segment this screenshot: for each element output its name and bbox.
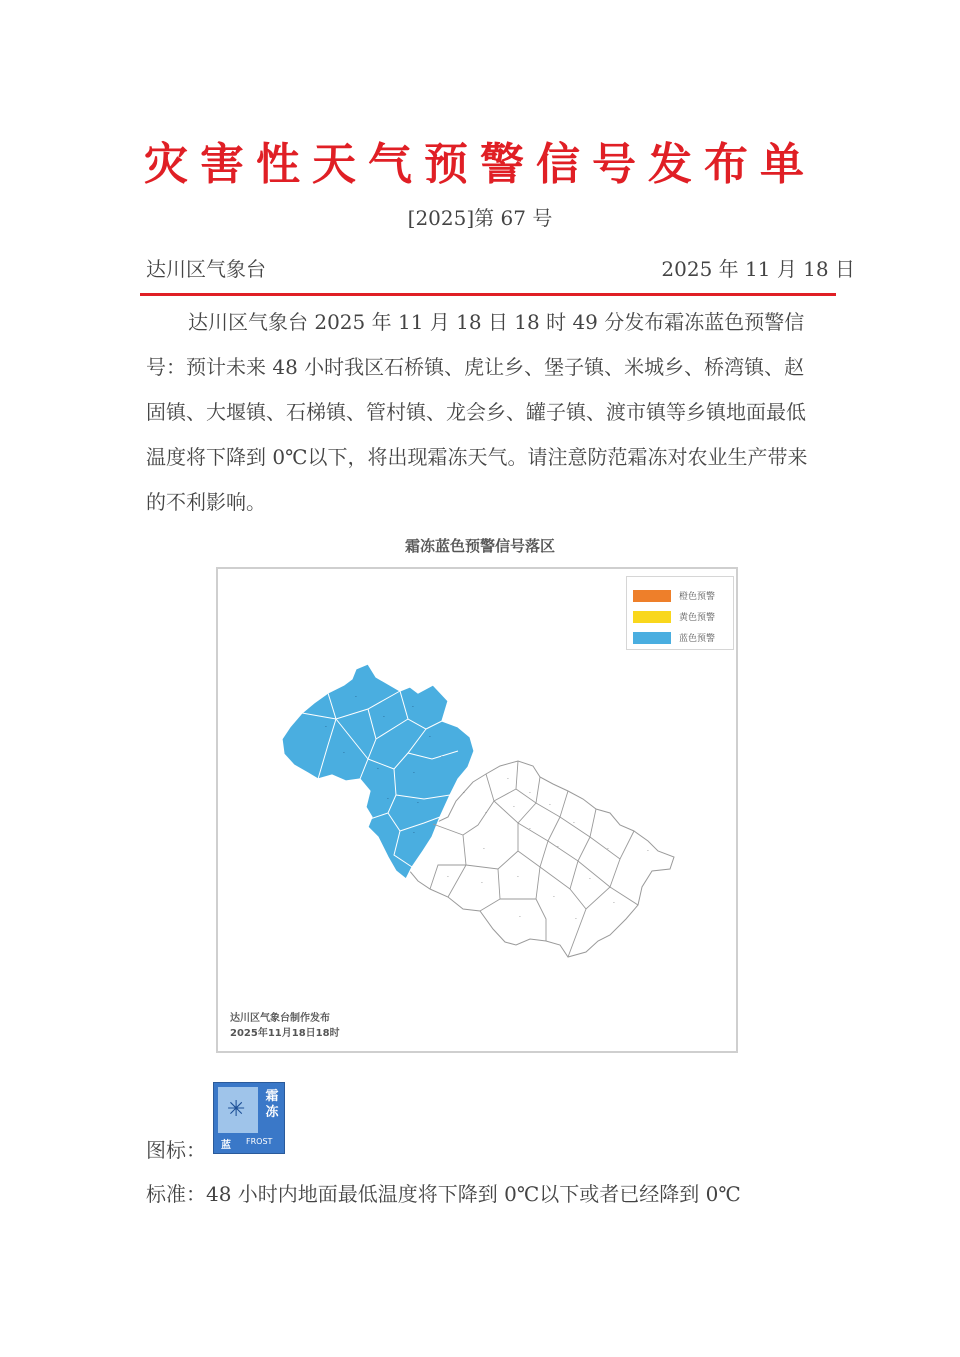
issuer-name: 达川区气象台 xyxy=(146,257,266,281)
document-title: 灾害性天气预警信号发布单 xyxy=(144,139,816,190)
warning-map xyxy=(216,567,738,1053)
svg-text:·: · xyxy=(413,830,415,837)
frost-icon-level: 蓝 xyxy=(221,1140,231,1151)
legend-item-blue xyxy=(633,631,729,645)
svg-text:·: · xyxy=(485,810,487,817)
svg-text:·: · xyxy=(553,894,555,901)
frost-icon-text: 霜冻 xyxy=(265,1089,279,1120)
warning-paragraph: 达川区气象台 2025 年 11 月 18 日 18 时 49 分发布霜冻蓝色预警信号：预计未来 48 小时我区石桥镇、虎让乡、堡子镇、米城乡、桥湾镇、赵固镇、大堰镇、石梯镇、管村镇、龙会乡、罐子镇、渡市镇等乡镇地面最低温度将下降到 0℃以下，将出现霜冻天气。请注意防范霜冻对农业生产带来的不利影响。 xyxy=(146,310,808,514)
svg-text:·: · xyxy=(481,880,483,887)
svg-text:·: · xyxy=(447,874,449,881)
svg-text:·: · xyxy=(507,776,509,783)
snowflake-icon: ✳ xyxy=(227,1097,246,1122)
svg-text:·: · xyxy=(529,790,531,797)
svg-text:·: · xyxy=(557,844,559,851)
icon-label: 图标： xyxy=(146,1138,206,1162)
frost-blue-signal-icon xyxy=(213,1082,285,1154)
svg-text:·: · xyxy=(613,900,615,907)
map-footer xyxy=(230,1011,340,1041)
svg-text:·: · xyxy=(463,790,465,797)
svg-text:·: · xyxy=(441,754,443,761)
svg-text:·: · xyxy=(549,802,551,809)
svg-text:·: · xyxy=(529,826,531,833)
svg-text:·: · xyxy=(412,704,414,711)
frost-icon-pane xyxy=(218,1087,258,1133)
svg-text:·: · xyxy=(483,846,485,853)
svg-text:·: · xyxy=(377,766,379,773)
svg-text:·: · xyxy=(355,694,357,701)
legend-swatch-orange xyxy=(633,590,671,602)
svg-text:·: · xyxy=(575,916,577,923)
legend-label-blue: 蓝色预警 xyxy=(679,634,716,644)
svg-text:·: · xyxy=(429,734,431,741)
svg-text:·: · xyxy=(513,804,515,811)
legend-swatch-yellow xyxy=(633,611,671,623)
svg-text:·: · xyxy=(325,724,327,731)
svg-text:·: · xyxy=(647,848,649,855)
svg-text:·: · xyxy=(417,800,419,807)
legend-item-yellow xyxy=(633,610,729,624)
svg-text:·: · xyxy=(607,846,609,853)
svg-text:·: · xyxy=(589,876,591,883)
svg-text:·: · xyxy=(343,750,345,757)
svg-text:·: · xyxy=(413,770,415,777)
map-footer-issuer: 达川区气象台制作发布 xyxy=(230,1013,330,1024)
map-title: 霜冻蓝色预警信号落区 xyxy=(404,537,555,555)
svg-text:·: · xyxy=(573,820,575,827)
svg-text:·: · xyxy=(517,874,519,881)
map-legend xyxy=(626,576,734,650)
legend-item-orange xyxy=(633,589,729,603)
svg-text:·: · xyxy=(387,796,389,803)
issue-date: 2025 年 11 月 18 日 xyxy=(661,257,855,281)
frost-icon-english: FROST xyxy=(246,1137,273,1146)
legend-label-orange: 橙色预警 xyxy=(679,592,716,602)
red-divider xyxy=(140,293,836,296)
map-footer-time: 2025年11月18日18时 xyxy=(230,1028,340,1039)
svg-text:·: · xyxy=(519,914,521,921)
svg-text:·: · xyxy=(383,714,385,721)
legend-swatch-blue xyxy=(633,632,671,644)
document-number: [2025]第 67 号 xyxy=(407,206,553,230)
warning-standard: 标准：48 小时内地面最低温度将下降到 0℃以下或者已经降到 0℃ xyxy=(146,1182,741,1206)
legend-label-yellow: 黄色预警 xyxy=(679,613,716,623)
